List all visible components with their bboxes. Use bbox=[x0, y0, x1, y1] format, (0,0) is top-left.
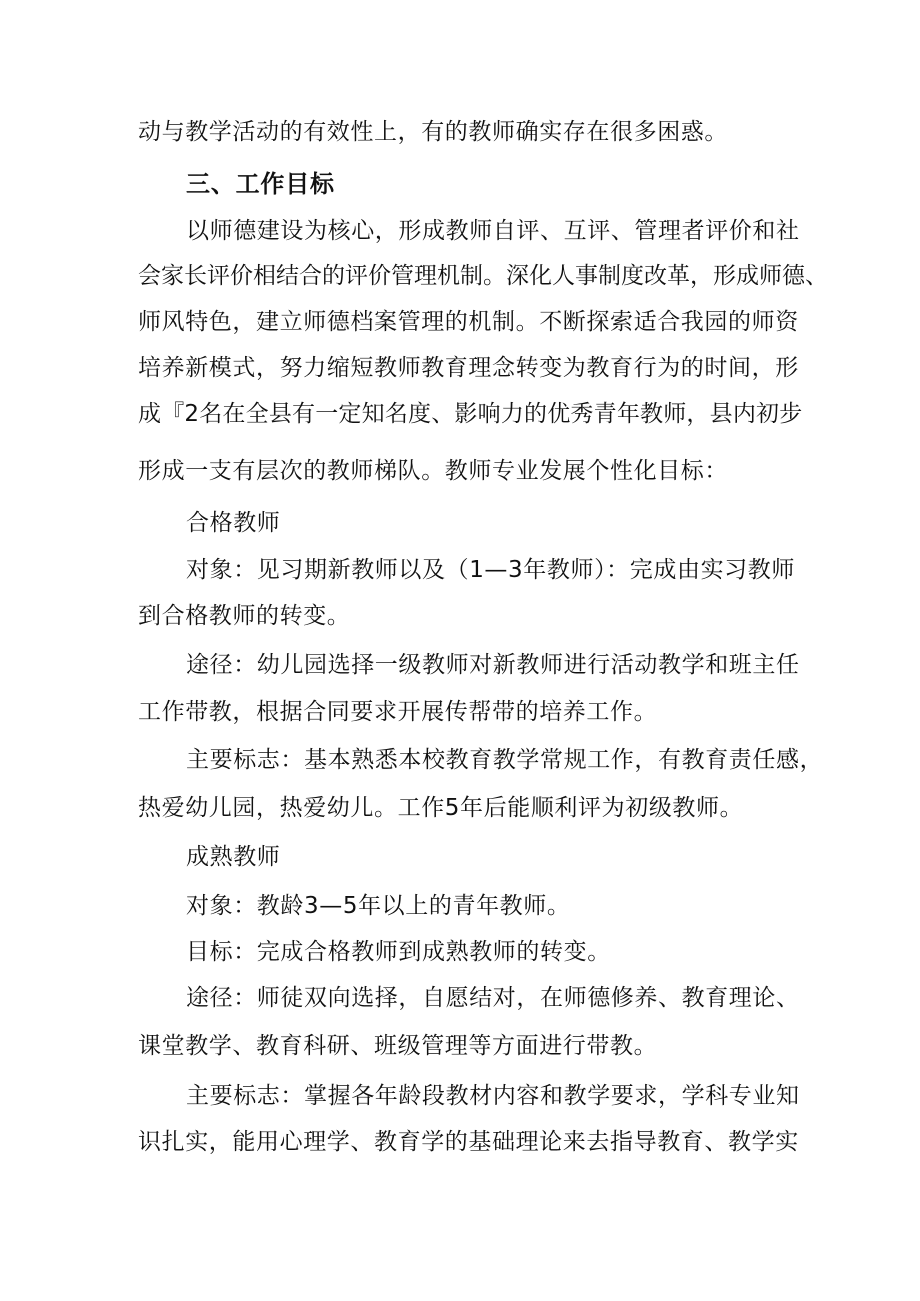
text-line-5: 师风特色，建立师德档案管理的机制。不断探索适合我园的师资 bbox=[138, 309, 799, 335]
text-line-1: 动与教学活动的有效性上，有的教师确实存在很多困惑。 bbox=[138, 119, 728, 145]
text-line-4: 会家长评价相结合的评价管理机制。深化人事制度改革，形成师德、 bbox=[138, 263, 828, 289]
text-line-18: 目标：完成合格教师到成熟教师的转变。 bbox=[186, 939, 611, 965]
text-line-15: 热爱幼儿园，热爱幼儿。工作5年后能顺利评为初级教师。 bbox=[138, 795, 744, 821]
text-line-8: 形成一支有层次的教师梯队。教师专业发展个性化目标： bbox=[138, 458, 728, 484]
subheading-mature-teacher: 成熟教师 bbox=[186, 844, 281, 870]
text-line-21: 主要标志：掌握各年龄段教材内容和教学要求，学科专业知 bbox=[186, 1083, 800, 1109]
text-line-22: 识扎实，能用心理学、教育学的基础理论来去指导教育、教学实 bbox=[138, 1129, 799, 1155]
text-line-19: 途径：师徒双向选择，自愿结对，在师德修养、教育理论、 bbox=[186, 985, 800, 1011]
text-line-3: 以师德建设为核心，形成教师自评、互评、管理者评价和社 bbox=[186, 218, 800, 244]
text-line-11: 到合格教师的转变。 bbox=[138, 603, 351, 629]
text-line-20: 课堂教学、教育科研、班级管理等方面进行带教。 bbox=[138, 1033, 658, 1059]
text-line-10: 对象：见习期新教师以及（1—3年教师）：完成由实习教师 bbox=[186, 557, 795, 583]
text-line-6: 培养新模式，努力缩短教师教育理念转变为教育行为的时间，形 bbox=[138, 355, 799, 381]
text-line-13: 工作带教，根据合同要求开展传帮带的培养工作。 bbox=[138, 699, 658, 725]
text-line-12: 途径：幼儿园选择一级教师对新教师进行活动教学和班主任 bbox=[186, 652, 800, 678]
text-line-14: 主要标志：基本熟悉本校教育教学常规工作，有教育责任感， bbox=[186, 747, 824, 773]
subheading-qualified-teacher: 合格教师 bbox=[186, 510, 281, 536]
text-line-7: 成『2名在全县有一定知名度、影响力的优秀青年教师，县内初步 bbox=[138, 401, 803, 427]
text-line-17: 对象：教龄3—5年以上的青年教师。 bbox=[186, 893, 571, 919]
section-heading: 三、工作目标 bbox=[186, 170, 335, 198]
